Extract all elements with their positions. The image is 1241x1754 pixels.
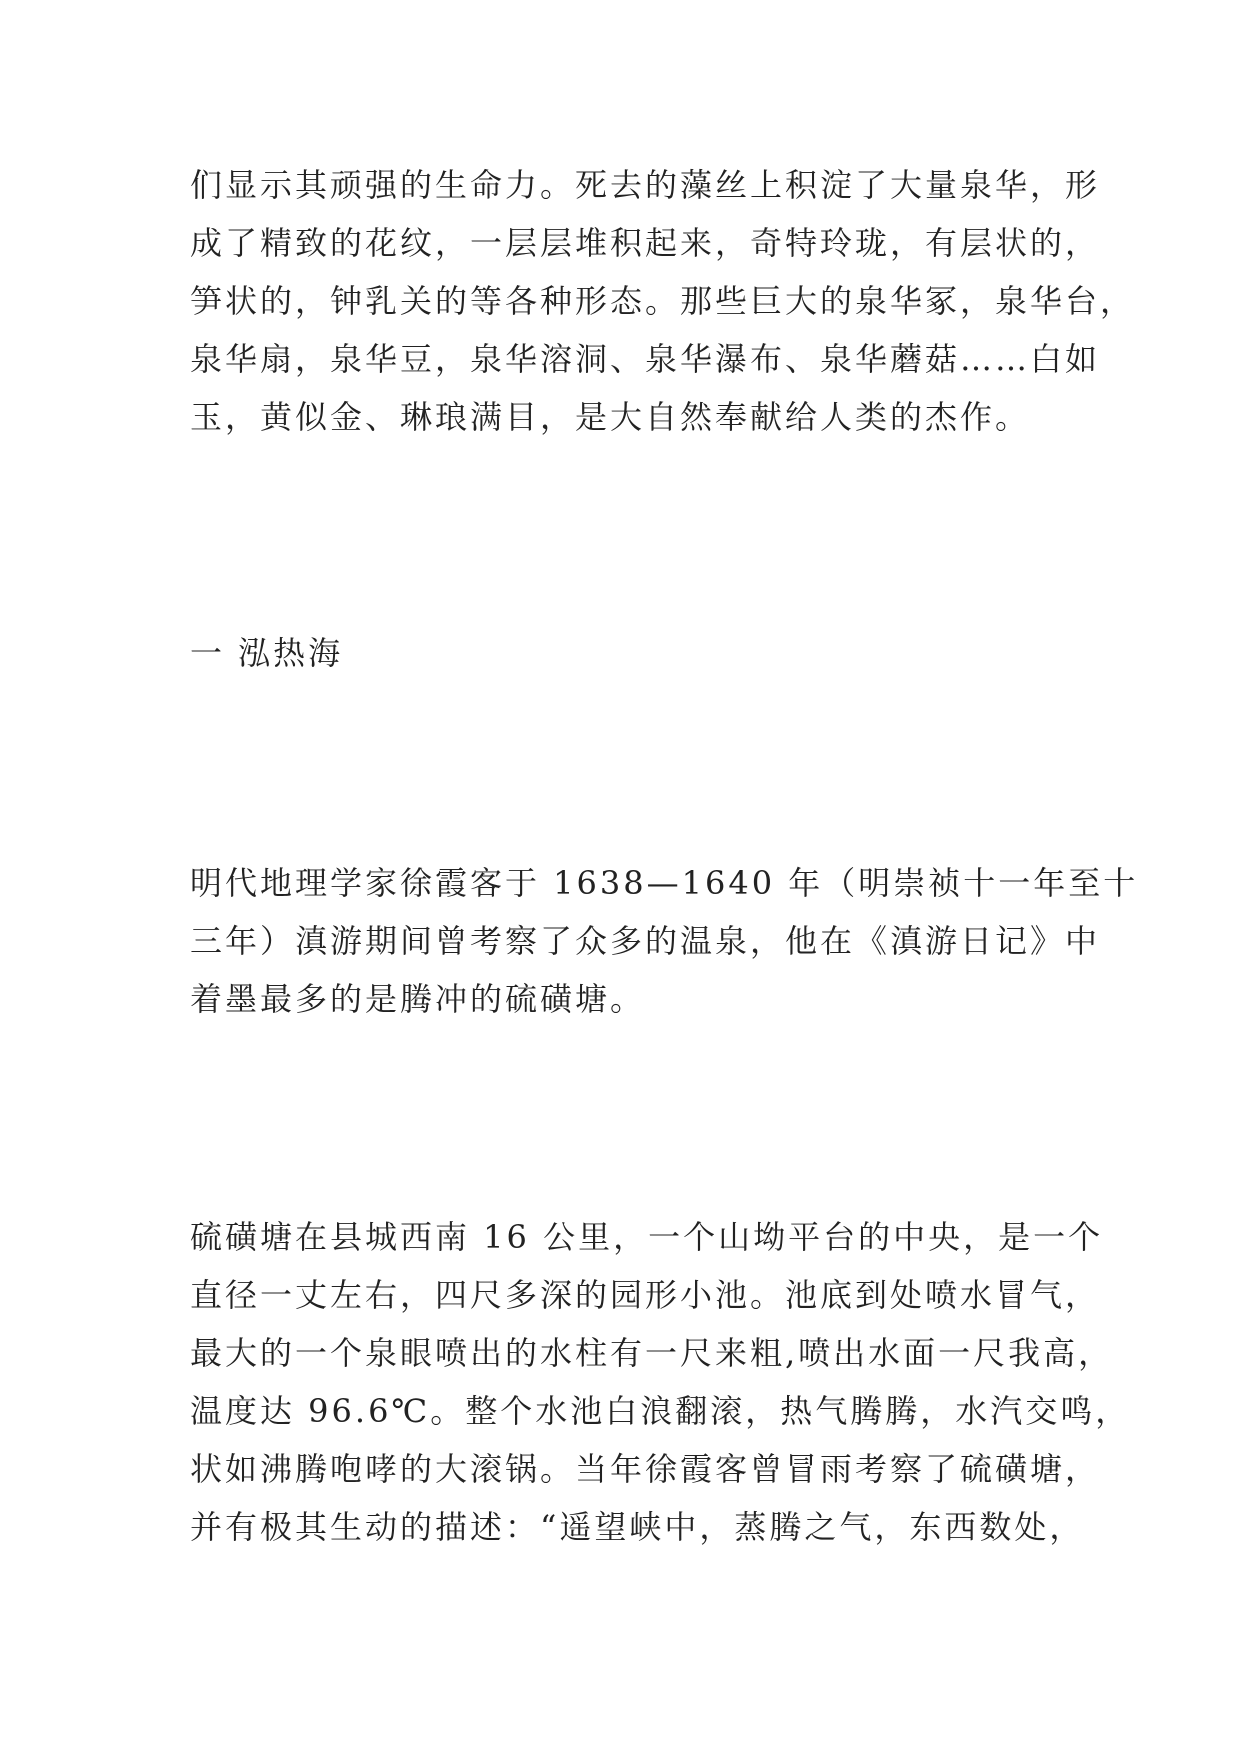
text-line: 状如沸腾咆哮的大滚锅。当年徐霞客曾冒雨考察了硫磺塘， [190,1450,1101,1488]
text-line: 硫磺塘在县城西南 16 公里，一个山坳平台的中央，是一个 [190,1218,1104,1256]
text-line: 笋状的，钟乳关的等各种形态。那些巨大的泉华冢，泉华台， [190,282,1136,320]
text-line: 明代地理学家徐霞客于 1638—1640 年（明崇祯十一年至十 [190,864,1139,902]
text-line: 玉，黄似金、琳琅满目，是大自然奉献给人类的杰作。 [190,398,1031,436]
text-line: 泉华扇，泉华豆，泉华溶洞、泉华瀑布、泉华蘑菇……白如 [190,340,1101,378]
paragraph-sinter [190,156,1136,446]
text-line: 并有极其生动的描述：“遥望峡中，蒸腾之气，东西数处， [190,1508,1085,1546]
text-line: 着墨最多的是腾冲的硫磺塘。 [190,980,646,1018]
text-line: 三年）滇游期间曾考察了众多的温泉，他在《滇游日记》中 [190,922,1101,960]
text-line: 温度达 96.6℃。整个水池白浪翻滚，热气腾腾，水汽交鸣， [190,1392,1131,1430]
paragraph-xu-xiake [190,854,1139,1028]
section-heading [190,624,1070,682]
text-line: 成了精致的花纹，一层层堆积起来，奇特玲珑，有层状的， [190,224,1101,262]
text-line: 最大的一个泉眼喷出的水柱有一尺来粗,喷出水面一尺我高， [190,1334,1114,1372]
text-line: 们显示其顽强的生命力。死去的藻丝上积淀了大量泉华，形 [190,166,1101,204]
paragraph-sulfur-pond [190,1208,1131,1556]
heading-text: 一 泓热海 [190,634,344,672]
text-line: 直径一丈左右，四尺多深的园形小池。池底到处喷水冒气， [190,1276,1101,1314]
